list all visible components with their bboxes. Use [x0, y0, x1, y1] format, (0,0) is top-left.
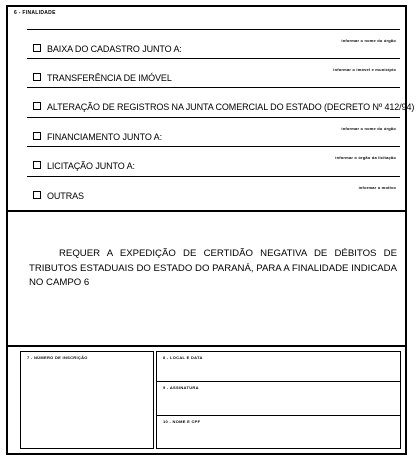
- divider: [8, 345, 405, 347]
- option-label: LICITAÇÃO JUNTO A:: [47, 161, 135, 171]
- checkbox[interactable]: [33, 73, 41, 81]
- name-cpf-field[interactable]: [157, 416, 400, 448]
- signature-section: [8, 345, 405, 453]
- option-hint: informar o motivo: [358, 184, 396, 190]
- signature-field[interactable]: [157, 382, 400, 416]
- section-finalidade: [8, 7, 415, 212]
- form-frame: [6, 5, 415, 455]
- option-hint: informar o nome do órgão: [341, 38, 396, 43]
- signature-fields-box: [156, 351, 401, 449]
- option-hint: informar o órgão da licitação: [335, 155, 396, 160]
- option-hint: informar o imóvel e município: [333, 66, 396, 72]
- option-label: OUTRAS: [47, 190, 84, 201]
- option-label: TRANSFERÊNCIA DE IMÓVEL: [47, 72, 172, 83]
- request-text: REQUER A EXPEDIÇÃO DE CERTIDÃO NEGATIVA DE DÉBITOS DE TRIBUTOS ESTADUAIS DO ESTADO DO PARANÁ, PARA A FINALIDADE INDICADA NO CAMPO 6: [29, 248, 397, 288]
- section-title: 6 - FINALIDADE: [14, 10, 56, 16]
- inscription-number-box[interactable]: [20, 351, 154, 449]
- checkbox[interactable]: [33, 161, 41, 169]
- checkbox[interactable]: [33, 102, 41, 110]
- checkbox[interactable]: [33, 191, 41, 199]
- option-baixa-cadastro[interactable]: [27, 29, 400, 59]
- option-alteracao-registros[interactable]: [27, 88, 415, 118]
- option-outras[interactable]: [27, 177, 400, 207]
- option-licitacao[interactable]: [27, 147, 400, 177]
- option-label: ALTERAÇÃO DE REGISTROS NA JUNTA COMERCIAL DO ESTADO (DECRETO Nº 412/94): [47, 102, 415, 112]
- option-hint: informar o nome do órgão: [341, 125, 396, 131]
- field-label: 8 - LOCAL E DATA: [163, 355, 203, 360]
- request-statement: [29, 247, 397, 291]
- checkbox[interactable]: [33, 44, 41, 52]
- option-label: FINANCIAMENTO JUNTO A:: [47, 131, 162, 142]
- option-transferencia-imovel[interactable]: [27, 59, 400, 89]
- field-label: 7 - NÚMERO DE INSCRIÇÃO: [27, 355, 88, 360]
- field-label: 10 - NOME E CPF: [163, 419, 201, 424]
- field-label: 9 - ASSINATURA: [163, 385, 199, 390]
- option-label: BAIXA DO CADASTRO JUNTO A:: [47, 44, 182, 54]
- options-list: [27, 29, 415, 209]
- option-financiamento[interactable]: [27, 118, 400, 148]
- place-date-field[interactable]: [157, 352, 400, 382]
- checkbox[interactable]: [33, 132, 41, 140]
